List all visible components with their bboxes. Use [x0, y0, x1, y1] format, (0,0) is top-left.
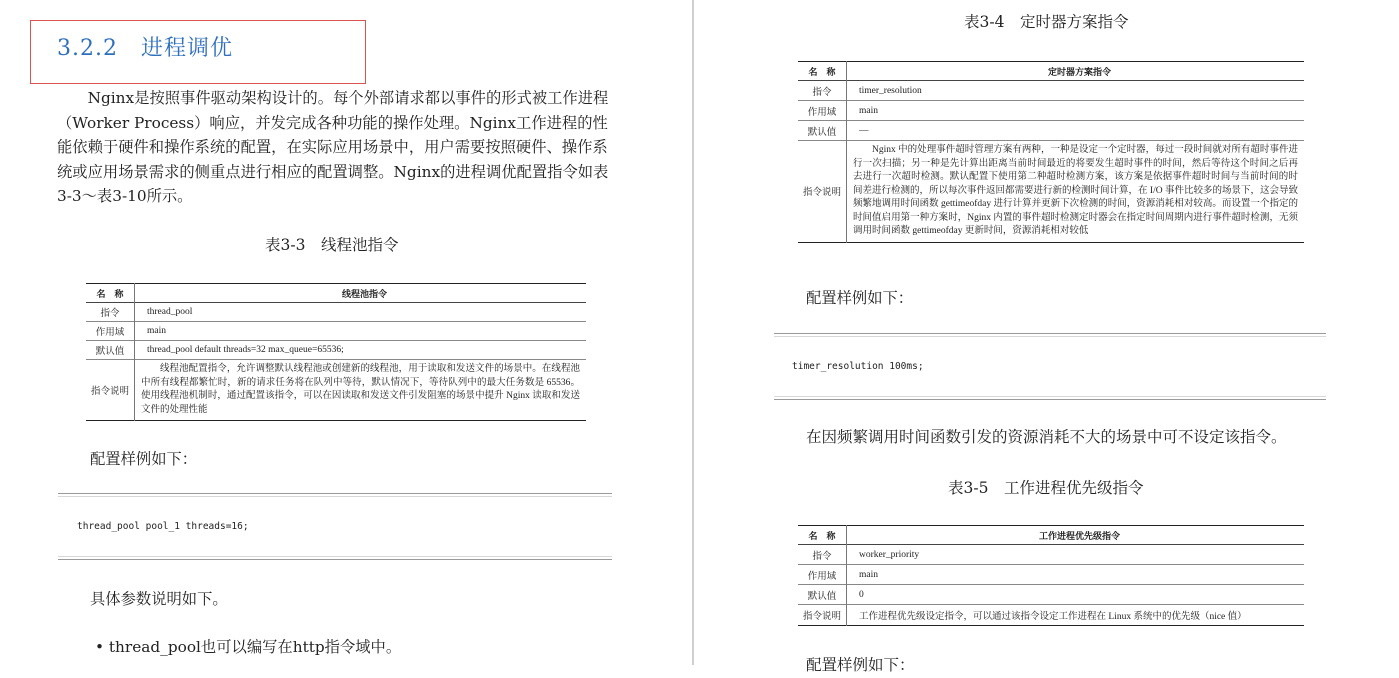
section-title: 3.2.2 进程调优: [57, 36, 233, 61]
table-row: [798, 605, 1304, 626]
row-label: 指令说明: [86, 360, 135, 421]
code-block: [58, 493, 612, 560]
table-header-row: [798, 62, 1304, 81]
bullet-text: thread_pool也可以编写在http指令域中。: [108, 638, 402, 656]
table-row: [798, 101, 1304, 121]
table-row: [86, 341, 586, 360]
table-3-3-caption: 表3-3 线程池指令: [265, 236, 399, 254]
row-value: main: [859, 569, 878, 580]
row-label: 作用域: [798, 565, 847, 585]
row-label: 默认值: [798, 585, 847, 605]
intro-paragraph: Nginx是按照事件驱动架构设计的。每个外部请求都以事件的形式被工作进程（Worker Process）响应，并发完成各种功能的操作处理。Nginx工作进程的性能依赖于硬件和操作系统的配置，在实际应用场景中，用户需要按照硬件、操作系统或应用场景需求的侧重点进行相应的配置调整。Nginx的进程调优配置指令如表3-3～表3-10所示。: [57, 89, 609, 205]
row-label: 作用域: [86, 322, 135, 341]
row-label: 默认值: [86, 341, 135, 360]
table-3-5-caption: 表3-5 工作进程优先级指令: [948, 479, 1144, 497]
row-label: 指令: [798, 81, 847, 101]
table-row: [798, 141, 1304, 243]
row-value: 0: [859, 589, 864, 600]
row-label: 指令说明: [798, 605, 847, 626]
table-3-4: [798, 61, 1304, 243]
header-name: 名 称: [798, 526, 847, 545]
row-label: 作用域: [798, 101, 847, 121]
row-description: 线程池配置指令，允许调整默认线程池或创建新的线程池，用于读取和发送文件的场景中。在线程池中所有线程都繁忙时，新的请求任务将在队列中等待，默认情况下，等待队列中的最大任务数是 65536。使用线程池机制时，通过配置该指令，可以在因读取和发送文件引发阻塞的场景中提升 Nginx 读取和发送文件的处理性能: [141, 364, 580, 415]
row-description: Nginx 中的处理事件超时管理方案有两种，一种是设定一个定时器，每过一段时间就对所有超时事件进行一次扫描；另一种是先计算出距离当前时间最近的将要发生超时事件的时间，然后等待这个时间之后再去进行一次超时检测。默认配置下使用第二种超时检测方案，该方案是依据事件超时时间与当前时间的时间差进行检测的，所以每次事件返回都需要进行新的检测时间计算，在 I/O 事件比较多的场景下，这会导致频繁地调用时间函数 gettimeofday 进行计算并更新下次检测的时间，资源消耗相对较高。而设置一个指定的时间值启用第一种方案时，Nginx 内置的事件超时检测定时器会在指定时间周期内进行事件超时检测，无须调用时间函数 gettimeofday 更新时间，资源消耗相对较低: [853, 145, 1298, 236]
row-value: thread_pool default threads=32 max_queue=65536;: [147, 345, 344, 355]
table-header-row: [798, 526, 1304, 545]
left-page: [0, 0, 692, 665]
bullet-item: [95, 635, 401, 660]
row-value: timer_resolution: [859, 85, 922, 96]
table-row: [798, 121, 1304, 141]
config-example-label: 配置样例如下：: [90, 450, 198, 468]
note-paragraph: 在因频繁调用时间函数引发的资源消耗不大的场景中可不设定该指令。: [806, 428, 1287, 446]
code-block: [774, 333, 1326, 400]
header-name: 名 称: [86, 284, 135, 303]
table-3-4-caption: 表3-4 定时器方案指令: [964, 13, 1129, 31]
cut-off-text: 配置样例如下：: [806, 656, 915, 674]
row-label: 指令说明: [798, 141, 847, 243]
table-row: [86, 303, 586, 322]
row-value: main: [859, 105, 878, 116]
table-3-5: [798, 525, 1304, 626]
row-value: thread_pool: [147, 307, 193, 317]
row-label: 默认值: [798, 121, 847, 141]
code-text: thread_pool pool_1 threads=16;: [77, 521, 249, 532]
header-value: 工作进程优先级指令: [1038, 531, 1120, 542]
row-value: —: [859, 125, 869, 136]
table-header-row: [86, 284, 586, 303]
param-desc-label: 具体参数说明如下。: [90, 590, 228, 608]
table-3-3: [86, 283, 586, 421]
header-value: 线程池指令: [341, 289, 387, 300]
config-example-label: 配置样例如下：: [806, 289, 914, 307]
header-value: 定时器方案指令: [1047, 67, 1111, 78]
table-row: [798, 545, 1304, 565]
row-label: 指令: [86, 303, 135, 322]
table-row: [798, 585, 1304, 605]
row-value: worker_priority: [859, 549, 920, 560]
table-row: [86, 360, 586, 421]
table-row: [86, 322, 586, 341]
header-name: 名 称: [798, 62, 847, 81]
row-label: 指令: [798, 545, 847, 565]
right-page: [694, 0, 1399, 674]
row-value: main: [147, 326, 166, 336]
row-value: 工作进程优先级设定指令，可以通过该指令设定工作进程在 Linux 系统中的优先级（nice 值）: [859, 612, 1247, 622]
table-row: [798, 565, 1304, 585]
code-text: timer_resolution 100ms;: [792, 361, 924, 372]
bullet-icon: •: [95, 638, 105, 656]
table-row: [798, 81, 1304, 101]
